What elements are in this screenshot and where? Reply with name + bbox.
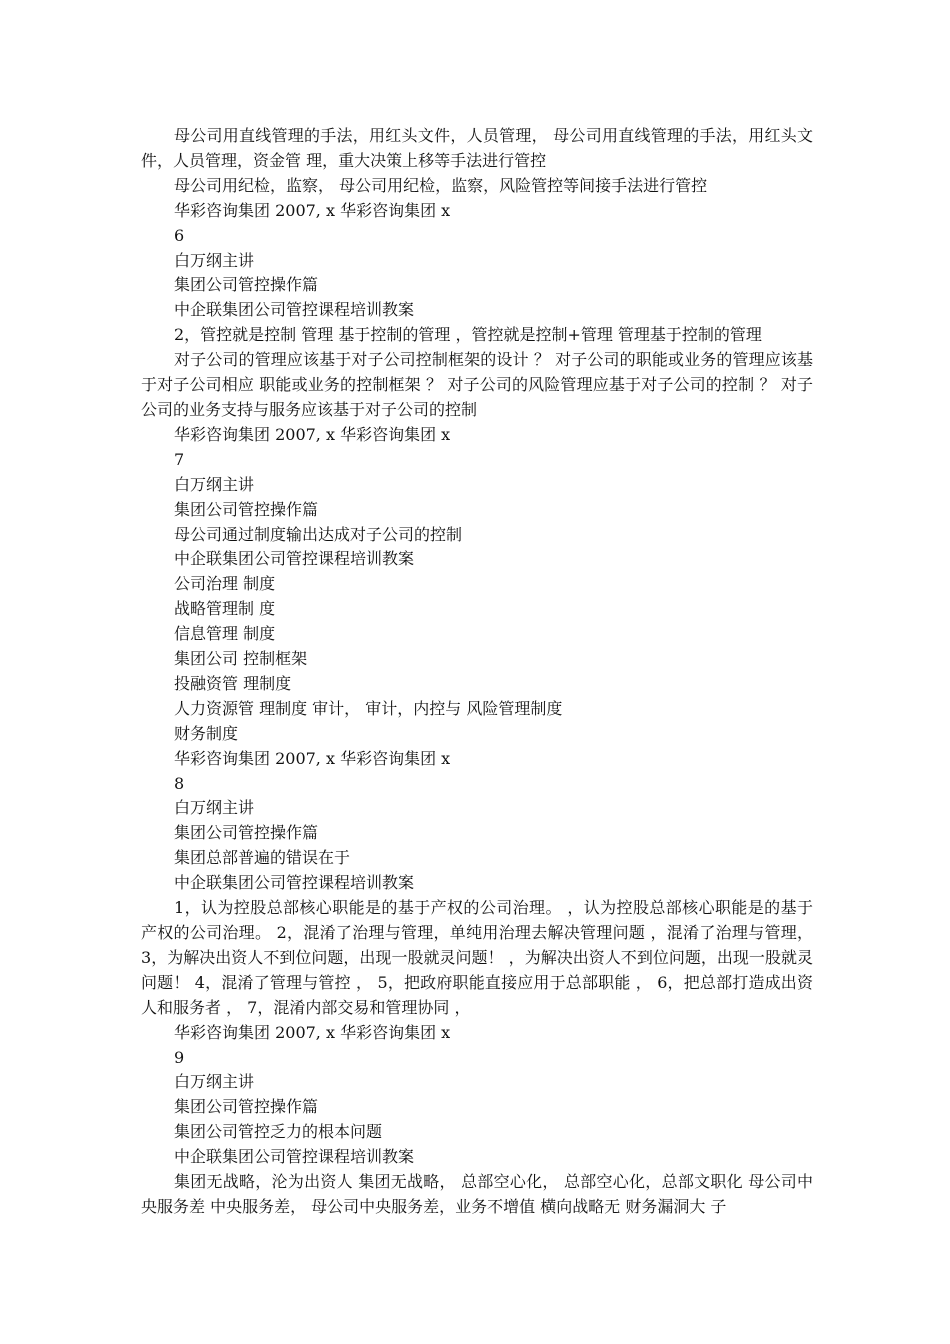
section-title: 集团公司管控操作篇 <box>174 823 319 843</box>
paragraph: 2，管控就是控制 管理 基于控制的管理 ，管控就是控制+管理 管理基于控制的管理 <box>174 325 762 345</box>
list-item: 投融资管 理制度 <box>174 673 292 693</box>
list-item: 信息管理 制度 <box>174 624 276 644</box>
page-number: 7 <box>174 449 185 469</box>
list-item: 人力资源管 理制度 审计， 审计，内控与 风险管理制度 <box>174 698 563 718</box>
course-title: 中企联集团公司管控课程培训教案 <box>174 300 415 320</box>
paragraph: 对子公司的管理应该基于对子公司控制框架的设计 ？ 对子公司的职能或业务的管理应该基于对子公司相应 职能或业务的控制框架 ？ 对子公司的风险管理应基于对子公司的控制 ？ 对子公司的业务支持与服务应该基于对子公司的控制 <box>141 350 813 419</box>
slide-heading: 集团总部普遍的错误在于 <box>174 848 351 868</box>
page-number: 8 <box>174 773 185 793</box>
lecturer-line: 白万纲主讲 <box>174 474 255 494</box>
list-item: 战略管理制 度 <box>174 599 276 619</box>
paragraph: 集团无战略，沦为出资人 集团无战略， 总部空心化， 总部空心化，总部文职化 母公司中央服务差 中央服务差， 母公司中央服务差，业务不增值 横向战略无 财务漏洞大 子 <box>141 1172 813 1216</box>
footer-line: 华彩咨询集团 2007, x 华彩咨询集团 x <box>174 1022 451 1042</box>
section-title: 集团公司管控操作篇 <box>174 1097 319 1117</box>
list-item: 集团公司 控制框架 <box>174 649 308 669</box>
paragraph: 母公司用直线管理的手法，用红头文件，人员管理， 母公司用直线管理的手法，用红头文件，人员管理，资金管 理，重大决策上移等手法进行管控 <box>141 126 813 170</box>
paragraph: 母公司用纪检，监察， 母公司用纪检，监察，风险管控等间接手法进行管控 <box>174 175 708 195</box>
page-number: 9 <box>174 1047 185 1067</box>
document-body <box>141 124 813 1220</box>
footer-line: 华彩咨询集团 2007, x 华彩咨询集团 x <box>174 748 451 768</box>
list-item: 财务制度 <box>174 723 239 743</box>
course-title: 中企联集团公司管控课程培训教案 <box>174 873 415 893</box>
lecturer-line: 白万纲主讲 <box>174 250 255 270</box>
page-number: 6 <box>174 225 185 245</box>
slide-heading: 母公司通过制度输出达成对子公司的控制 <box>174 524 463 544</box>
footer-line: 华彩咨询集团 2007, x 华彩咨询集团 x <box>174 424 451 444</box>
section-title: 集团公司管控操作篇 <box>174 275 319 295</box>
course-title: 中企联集团公司管控课程培训教案 <box>174 549 415 569</box>
lecturer-line: 白万纲主讲 <box>174 798 255 818</box>
slide-heading: 集团公司管控乏力的根本问题 <box>174 1122 383 1142</box>
section-title: 集团公司管控操作篇 <box>174 499 319 519</box>
lecturer-line: 白万纲主讲 <box>174 1072 255 1092</box>
paragraph: 1，认为控股总部核心职能是的基于产权的公司治理。 ，认为控股总部核心职能是的基于产权的公司治理。 2，混淆了治理与管理，单纯用治理去解决管理问题 ，混淆了治理与管理， 3，为解决出资人不到位问题，出现一股就灵问题！ ，为解决出资人不到位问题，出现一股就灵问题！ 4，混淆了管理与管控 ， 5，把政府职能直接应用于总部职能 ， 6，把总部打造成出资人和服务者 ， 7，混淆内部交易和管理协同 ， <box>141 898 813 1017</box>
course-title: 中企联集团公司管控课程培训教案 <box>174 1147 415 1167</box>
footer-line: 华彩咨询集团 2007, x 华彩咨询集团 x <box>174 200 451 220</box>
list-item: 公司治理 制度 <box>174 574 276 594</box>
